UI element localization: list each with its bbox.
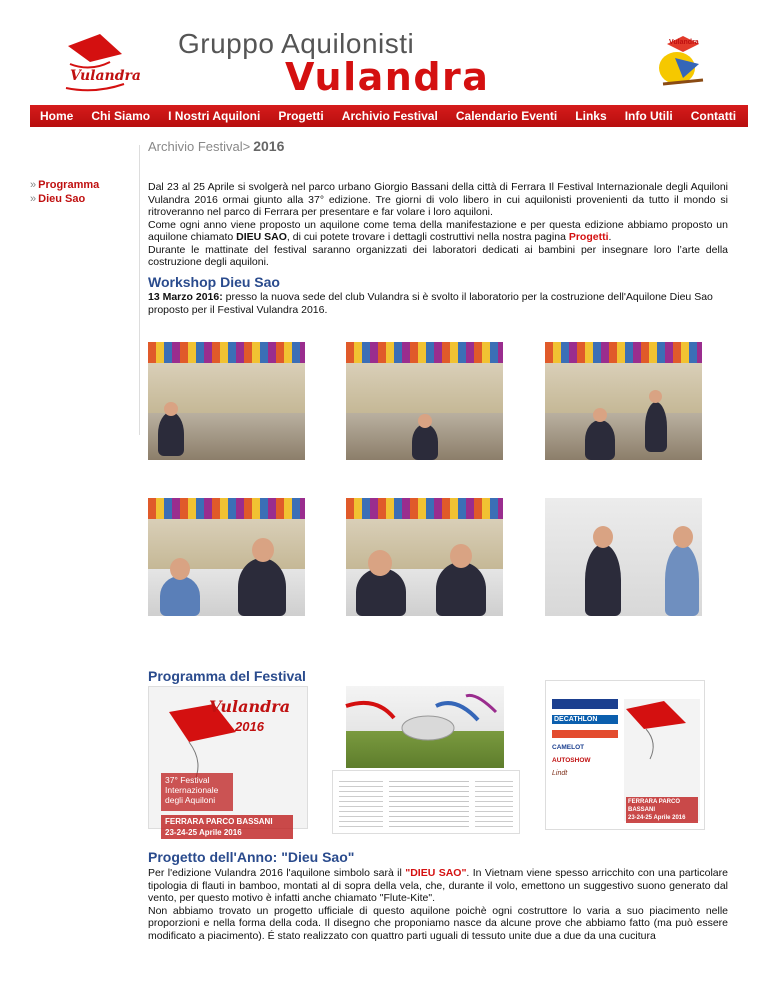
nav-links[interactable]: Links xyxy=(575,109,607,123)
sponsor-camelot: CAMELOT xyxy=(552,744,585,751)
workshop-photo-3[interactable] xyxy=(545,342,702,460)
sidebar-item-programma[interactable]: » Programma xyxy=(30,179,100,191)
breadcrumb xyxy=(148,138,284,154)
progetto-description xyxy=(148,867,728,942)
sidebar-item-dieu-sao[interactable]: » Dieu Sao xyxy=(30,193,86,205)
nav-i-nostri-aquiloni[interactable]: I Nostri Aquiloni xyxy=(168,109,261,123)
workshop-photo-1[interactable] xyxy=(148,342,305,460)
festival-field-photo[interactable] xyxy=(346,686,504,768)
sponsor-kite-icon xyxy=(624,699,700,759)
nav-chi-siamo[interactable]: Chi Siamo xyxy=(91,109,151,123)
nav-progetti[interactable]: Progetti xyxy=(278,109,324,123)
workshop-heading: Workshop Dieu Sao xyxy=(148,274,280,290)
progetto-paragraph-2: Non abbiamo trovato un progetto ufficiale di questo aquilone poichè ogni costruttore lo varia a suo piacimento nelle proporzioni e nella forma della coda. Il disegno che proponiamo nasce da alcune prove che abbiamo fatto (ma può essere modificato a piacimento). É stato realizzato con quattro parti uguali di tessuto unite due a due da una cucitura xyxy=(148,904,728,942)
poster-title-box: 37° Festival Internazionale degli Aquiloni xyxy=(161,773,233,811)
kites-in-sky-icon xyxy=(346,686,504,768)
workshop-description: presso la nuova sede del club Vulandra si è svolto il laboratorio per la costruzione dell'Aquilone Dieu Sao proposto per il Festival Vulandra 2016. xyxy=(148,291,713,316)
festival-poster[interactable] xyxy=(148,686,308,837)
nav-contatti[interactable]: Contatti xyxy=(690,109,737,123)
sponsor-decathlon: DECATHLON xyxy=(552,715,618,724)
festival-badge-icon xyxy=(655,34,710,94)
progetto-heading: Progetto dell'Anno: "Dieu Sao" xyxy=(148,849,355,865)
sidebar-link-dieu-sao[interactable]: Dieu Sao xyxy=(38,193,86,205)
site-title-line1: Gruppo Aquilonisti xyxy=(178,28,415,59)
intro-dieu-sao: DIEU SAO xyxy=(236,231,287,243)
poster-brand: Vulandra xyxy=(209,697,291,716)
breadcrumb-section[interactable]: Archivio Festival> xyxy=(148,139,251,154)
logo-right-text: Vulandra xyxy=(669,39,699,46)
poster-year: 2016 xyxy=(235,719,264,734)
workshop-photo-5[interactable] xyxy=(346,498,503,616)
vulandra-logo-icon[interactable] xyxy=(60,32,141,96)
site-title-line2: Vulandra xyxy=(285,55,490,99)
nav-home[interactable]: Home xyxy=(40,109,74,123)
sidebar-divider xyxy=(139,145,140,435)
logo-left-text: Vulandra xyxy=(70,68,141,84)
nav-calendario-eventi[interactable]: Calendario Eventi xyxy=(455,109,558,123)
sidebar xyxy=(30,178,99,206)
poster-place-box: FERRARA PARCO BASSANI 23-24-25 Aprile 2016 xyxy=(161,815,293,839)
dieu-sao-highlight: "DIEU SAO" xyxy=(405,867,467,879)
sponsors-poster[interactable] xyxy=(545,680,705,830)
intro-paragraph-3: Durante le mattinate del festival saranno organizzati dei laboratori dedicati ai bambini per insegnare loro l’arte della costruzione degli aquiloni. xyxy=(148,243,728,268)
workshop-photo-2[interactable] xyxy=(346,342,503,460)
intro-paragraph-1: Dal 23 al 25 Aprile si svolgerà nel parco urbano Giorgio Bassani della città di Ferrara Il Festival Internazionale degli Aquiloni Vulandra 2016 ormai giunto alla 37° edizione. Tre giorni di volo libero in cui aquilonisti provenienti da tutto il mondo si ritroveranno nel parco di Ferrara per presentare e far volare i loro aquiloni. xyxy=(148,181,728,218)
intro-text xyxy=(148,181,728,269)
progetti-link[interactable]: Progetti xyxy=(568,231,609,243)
sponsor-lindt: Lindt xyxy=(552,770,568,777)
intro-paragraph-2: Come ogni anno viene proposto un aquilone come tema della manifestazione e per questa edizione abbiamo proposto un aquilone chiamato DIEU SAO, di cui potete trovare i dettagli costruttivi nella nostra pagina Progetti. xyxy=(148,218,728,243)
festival-program-sheet[interactable] xyxy=(332,770,520,834)
workshop-date: 13 Marzo 2016: xyxy=(148,291,223,303)
workshop-photo-4[interactable] xyxy=(148,498,305,616)
sponsor-dates: 23-24-25 Aprile 2016 xyxy=(628,815,686,821)
nav-archivio-festival[interactable]: Archivio Festival xyxy=(341,109,438,123)
sidebar-link-programma[interactable]: Programma xyxy=(38,179,100,191)
breadcrumb-year: 2016 xyxy=(253,138,285,154)
progetto-paragraph-1: Per l'edizione Vulandra 2016 l'aquilone simbolo sarà il "DIEU SAO". In Vietnam viene spesso arricchito con una particolare tipologia di flauti in bamboo, montati al di sopra della vela, che, durante il volo, emettono un suggestivo suono generato dal vento, per questo motivo è infatti anche chiamato "Flute-Kite". xyxy=(148,867,728,904)
nav-info-utili[interactable]: Info Utili xyxy=(624,109,673,123)
sponsor-place: FERRARA PARCO BASSANI xyxy=(628,799,680,813)
workshop-photo-6[interactable] xyxy=(545,498,702,616)
sponsor-autoshow: AUTOSHOW xyxy=(552,757,591,764)
programma-heading: Programma del Festival xyxy=(148,668,306,684)
main-nav xyxy=(30,105,748,127)
workshop-text xyxy=(148,291,728,316)
